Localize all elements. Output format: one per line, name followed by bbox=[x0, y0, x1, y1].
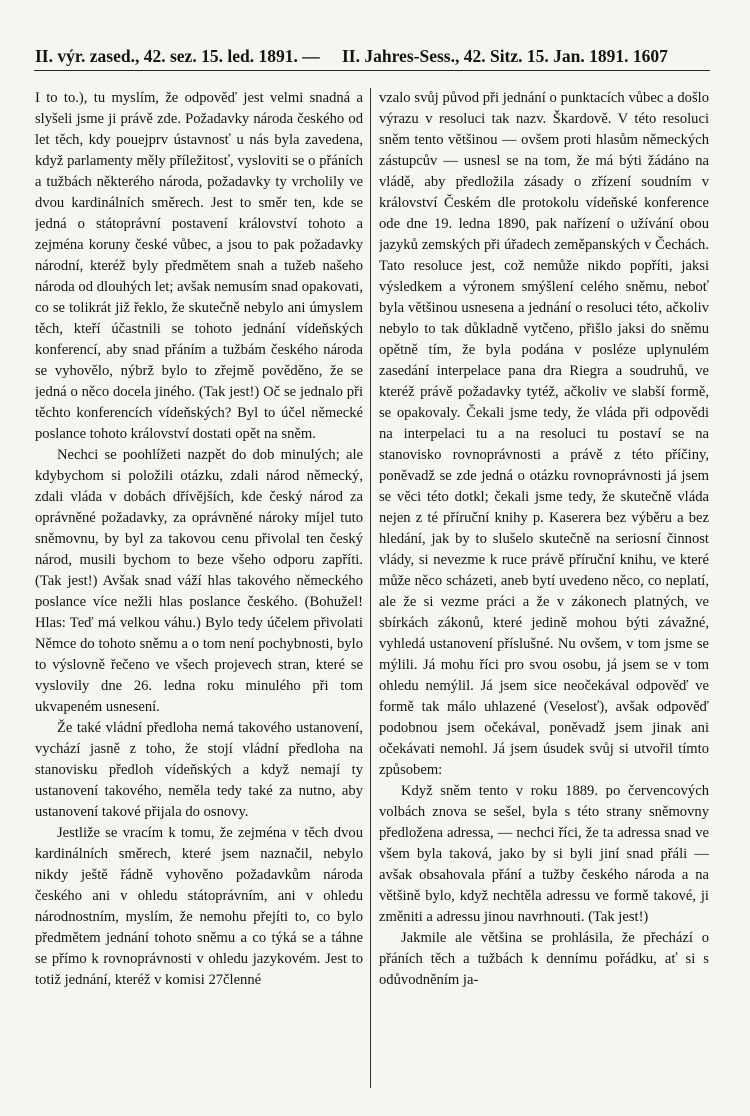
right-column bbox=[379, 88, 709, 1108]
page-header bbox=[0, 28, 750, 68]
paragraph: Jestliže se vracím k tomu, že zejména v těch dvou kardinálních směrech, které jsem naznačil, nebylo nikdy ještě řádně vyhověno požadavkům národa českého ani v ohledu státoprávním, ani v ohledu národnostním, myslím, že nemohu přejíti to, co bylo předmětem jednání tohoto sněmu a co týká se a táhne se přímo k rovnoprávnosti v ohledu jazykovém. Jest to totiž jednání, kteréž v komisi 27členné bbox=[35, 825, 363, 988]
paragraph: vzalo svůj původ při jednání o punktacích vůbec a došlo výrazu v resoluci tak nazv. Škardově. V této resoluci sněm tento většinou — ovšem proti hlasům německých zástupcův — usnesl se na tom, že má býti žádáno na vládě, aby předložila zásady o zřízení soudním v království Českém dle protokolu vídeňské konference ode dne 19. ledna 1890, pak nařízení o užívání obou jazyků zemských při úřadech zeměpanských v Čechách. Tato resoluce jest, což nemůže nikdo popříti, jaksi výsledkem a výronem smýšlení celého sněmu, neboť byla většinou usnesena a jednání o resoluci této, ačkoliv nebylo to tak důkladně vytčeno, přišlo jaksi do sněmu opětně tím, že byla podána v posléze uplynulém zasedání interpelace pana dra Riegra a soudruhů, ve kteréž právě požadavky tytéž, ačkoliv ve slabší formě, se opakovaly. Čekali jsme tedy, že vláda při odpovědi na interpelaci tu a na resoluci tu postaví se na stanovisko rovnoprávnosti a právě z této příčiny, poněvadž se zde jedná o otázku rovnoprávnosti já jsem se věci této dotkl; čekali jsme tedy, že skutečně vláda nejen z té příruční knihy p. Kaserera bez výběru a bez hledání, jak by to slušelo skutečně na seriosní činnost vlády, si nevezme k ruce právě příruční knihu, ve které může něco scházeti, aneb bytí uvedeno něco, co neplatí, ale že si vezme práci a že v zákonech platných, ve sbírkách zákonů, které jedině mohou býti závažné, vyhledá ustanovení příslušné. Nu ovšem, v tom jsme se mýlili. Já mohu říci pro svou osobu, já jsem se v tom ohledu nemýlil. Já jsem sice neočekával odpověď ve formě tak málo uhlazené (Veselosť), avšak odpověď podobnou jsem očekával, poněvadž jsem jinak ani očekávati nemohl. Já jsem úsudek svůj si utvořil tímto způsobem: bbox=[379, 90, 709, 778]
header-german: II. Jahres-Sess., 42. Sitz. 15. Jan. 1891. 1607 bbox=[342, 46, 668, 66]
column-divider bbox=[370, 88, 371, 1088]
header-rule bbox=[34, 70, 710, 71]
paragraph: Když sněm tento v roku 1889. po červencových volbách znova se sešel, byla s této strany sněmovny předložena adressa, — nechci říci, že ta adressa snad ve všem byla taková, jako by si byli jiní snad přáli — avšak obsahovala přání a tužby českého národa a na většině bylo, když nechtěla adressu ve formě takové, ji změniti a adressu jinou navrhnouti. (Tak jest!) bbox=[379, 783, 709, 925]
paragraph: Nechci se poohlížeti nazpět do dob minulých; ale kdybychom si položili otázku, zdali národ německý, zdali vláda v dobách dřívějších, kde český národ za oprávněné požadavky, za oprávněné nároky míjel tuto sněmovnu, by byl za takovou cenu přivolal ten český národ, musili bychom to beze všeho odporu zapříti. (Tak jest!) Avšak snad váží hlas takového německého poslance více nežli hlas poslance českého. (Bohužel! Hlas: Teď má velkou váhu.) Bylo tedy účelem přivolati Němce do tohoto sněmu a o tom není pochybnosti, bylo to výslovně řečeno ve všech projevech stran, které se vyslovily dne 26. ledna roku minulého při tom ukvapeném usnesení. bbox=[35, 447, 363, 715]
header-czech: II. výr. zased., 42. sez. 15. led. 1891. — bbox=[35, 46, 320, 66]
paragraph: Že také vládní předloha nemá takového ustanovení, vychází jasně z toho, že stojí vládní předloha na stanovisku předloh vídeňských a když nemají ty ustanovení takového, neměla tedy také za nutno, aby ustanovení takové přijala do osnovy. bbox=[35, 720, 363, 820]
paragraph: Jakmile ale většina se prohlásila, že přechází o přáních těch a tužbách k dennímu pořádku, ať si s odůvodněním ja- bbox=[379, 930, 709, 988]
paragraph: I to to.), tu myslím, že odpověď jest velmi snadná a slyšeli jsme ji právě zde. Požadavky národa českého od let těch, kdy pouejprv ústavnosť u nás byla zavedena, když parlamenty měly příležitosť, vysloviti se o přáních a tužbách některého národa, požadavky ty vrcholily ve dvou kardinálních směrech. Jest to směr ten, kde se jedná o státoprávní postavení království tohoto a zejména koruny české vůbec, a jsou to pak požadavky národní, kteréž byly předmětem snah a tužeb našeho národa od dlouhých let; avšak nemusím snad opakovati, co se tolikrát již řeklo, že skutečně nebylo ani úmyslem těch, kteří účastnili se tohoto jednání vídeňských konferencí, aby snad přáním a tužbám českého národa se vyhovělo, nýbrž bylo to zřejmě pověděno, že se jedná o něco docela jiného. (Tak jest!) Oč se jednalo při těchto konferencích vídeňských? Byl to účel německé poslance tohoto království dostati opět na sněm. bbox=[35, 90, 363, 442]
left-column bbox=[35, 88, 363, 1108]
